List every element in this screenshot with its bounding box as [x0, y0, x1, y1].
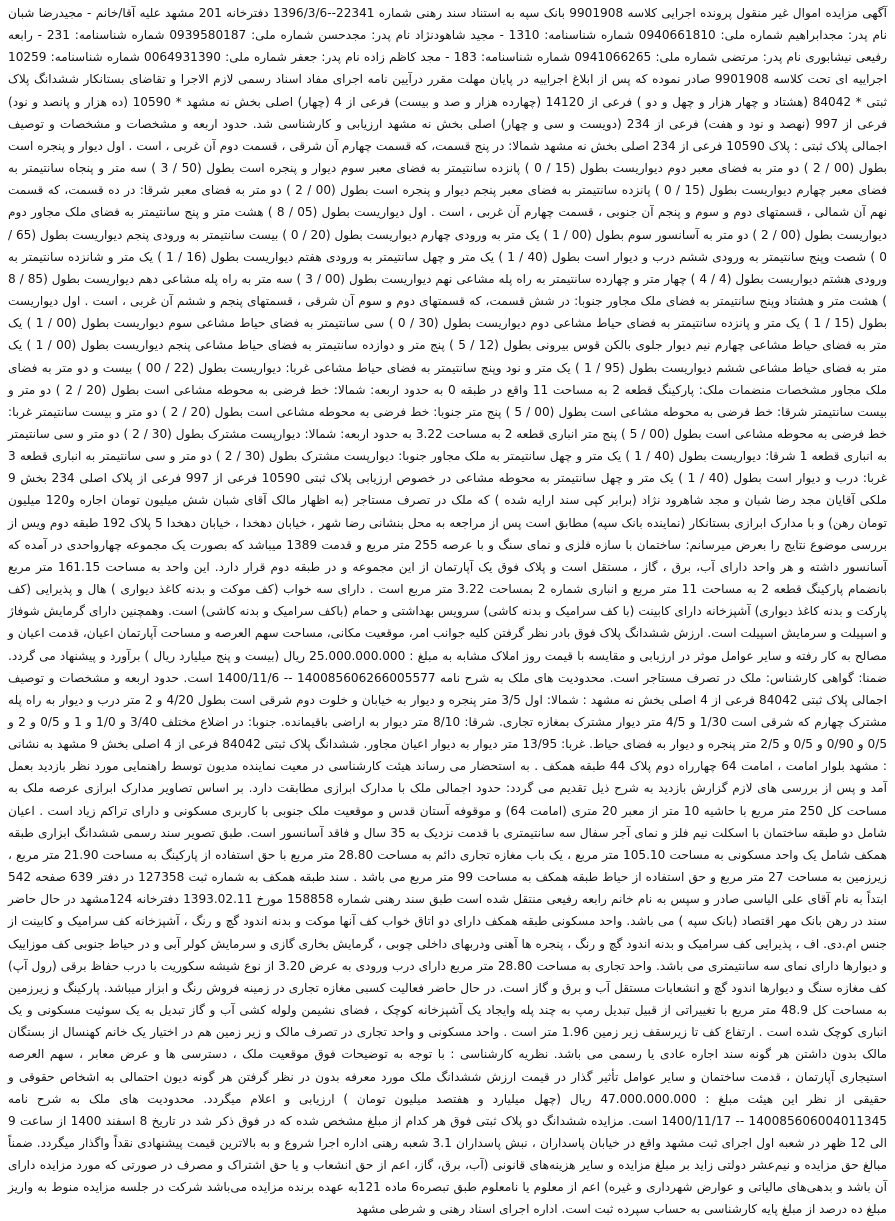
notice-body-text: آگهی مزایده اموال غیر منقول پرونده اجرایی کلاسه 9901908 بانک سپه به استناد سند رهنی شماره 22341--1396/3/6 دفترخانه 201 مشهد علیه آقا/خانم - مجیدرضا شبان نام پدر: مجدابراهیم شماره ملی: 0940661810 شماره شناسنامه: 1310 - مجید شاهودنژاد نام پدر: مجدحسن شماره ملی: 0939580187 شماره شناسنامه: 231 - رابعه رفیعی نیشابوری نام پدر: مرتضی شماره ملی: 0941066265 شماره شناسنامه: 183 - مجد کاظم زاده نام پدر: جعفر شماره ملی: 0064931390 شماره شناسنامه: 10259 اجراییه ای تحت کلاسه 9901908 صادر نموده که پس از ابلاغ اجراییه در پایان مهلت مقرر درآیین نامه اجرای مفاد اسناد رسمی لازم الاجرا و تقاضای بستانکار ششدانگ پلاک ثبتی * 84042 (هشتاد و چهار هزار و چهل و دو ) فرعی از 14120 (چهارده هزار و صد و بیست) فرعی از 4 (چهار) اصلی بخش نه مشهد * 10590 (ده هزار و پانصد و نود) فرعی از 997 (نهصد و نود و هفت) فرعی از 234 (دویست و سی و چهار) اصلی بخش نه مشهد ارزیابی و کارشناسی شد. حدود اربعه و مشخصات و مشخصات و توصیف اجمالی پلاک ثبتی : پلاک 10590 فرعی از 234 اصلی بخش نه مشهد شمالا: در پنج قسمت، که قسمت چهارم آن شرقی ، قسمت دوم آن غربی ، است . اول دیوار و پنجره است بطول (00 / 2 ) دو متر به فضای معبر دوم دیواریست بطول (15 / 0 ) پانزده سانتیمتر به فضای معبر سوم دیوار و پنجره است بطول (50 / 3 ) سه متر و پنجاه سانتیمتر به فضای معبر چهارم دیواریست بطول (15 / 0 ) پانزده سانتیمتر به فضای معبر پنجم دیوار و پنجره است بطول (00 / 2 ) دو متر به فضای معبر شرقا: در ده قسمت، که قسمت نهم آن شمالی ، قسمتهای دوم و سوم و پنجم آن جنوبی ، قسمت چهارم آن غربی ، است . اول دیواریست بطول (05 / 8 ) هشت متر و پنج سانتیمتر به فضای ملک مجاور دوم دیواریست بطول (00 / 2 ) دو متر به آسانسور سوم بطول (00 / 1 ) یک متر به ورودی چهارم دیواریست بطول (20 / 0 ) بیست سانتیمتر به ورودی پنجم دیواریست بطول (65 / 0 ) شصت وپنج سانتیمتر به ورودی ششم درب و دیوار است بطول (40 / 1 ) یک متر و چهل سانتیمتر به ورودی هفتم دیواریست بطول (16 / 1 ) یک متر و شانزده سانتیمتر به ورودی هشتم دیواریست بطول (4 / 4 ) چهار متر و چهارده سانتیمتر به راه پله مشاعی نهم دیواریست بطول (00 / 3 ) سه متر به راه پله مشاعی دهم دیواریست بطول (85 / 8 ) هشت متر و هشتاد وپنج سانتیمتر به فضای ملک مجاور جنوبا: در شش قسمت، که قسمتهای دوم و سوم آن شرقی ، قسمتهای پنجم و ششم آن غربی ، است . اول دیواریست بطول (15 / 1 ) یک متر و پانزده سانتیمتر به فضای حیاط مشاعی دوم دیواریست بطول (30 / 0 ) سی سانتیمتر به فضای حیاط مشاعی سوم دیواریست بطول (00 / 1 ) یک متر به فضای حیاط مشاعی چهارم نیم دیوار جلوی بالکن قوس بیرونی بطول (12 / 5 ) پنج متر و دوازده سانتیمتر به فضای حیاط مشاعی پنجم دیواریست بطول (00 / 1 ) یک متر به فضای حیاط مشاعی ششم دیواریست بطول (95 / 1 ) یک متر و نود وپنج سانتیمتر به فضای حیاط مشاعی غربا: دیواریست بطول (22 / 00 ) بیست و دو متر به فضای ملک مجاور مشخصات منضمات ملک: پارکینگ قطعه 2 به مساحت 11 واقع در طبقه 0 به حدود اربعه: شمالا: خط فرضی به محوطه مشاعی است بطول (20 / 2 ) دو متر و بیست سانتیمتر شرقا: خط فرضی به محوطه مشاعی است بطول (00 / 5 ) پنج متر جنوبا: خط فرضی به محوطه مشاعی است بطول (20 / 2 ) دو متر و بیست سانتیمتر غربا: خط فرضی به محوطه مشاعی است بطول (00 / 5 ) پنج متر انباری قطعه 2 به مساحت 3.22 به حدود اربعه: شمالا: دیوارپست مشترک بطول (30 / 2 ) دو متر و سی سانتیمتر به انباری قطعه 1 شرقا: دیواریست بطول (40 / 1 ) یک متر و چهل سانتیمتر به ملک مجاور جنوبا: دیوارپست مشترک بطول (30 / 2 ) دو متر و سی سانتیمتر به انباری قطعه 3 غربا: درب و دیوار است بطول (40 / 1 ) یک متر و چهل سانتیمتر به محوطه مشاعی در خصوص ارزیابی پلاک ثبتی 10590 فرعی از 997 فرعی از پلاک اصلی 234 بخش 9 ملکی آقایان مجد رضا شبان و مجد شاهرود نژاد (برابر کپی سند ارایه شده ) که ملک در تصرف مستاجر (به اظهار مالک آقای شبان شش میلیون تومان اجاره و120 میلیون تومان رهن) و با مدارک ابرازی بستانکار (نماینده بانک سپه) مطابق است پس از مراجعه به محل بنشانی رضا شهر ، خیابان دهخدا ، خیابان دهخدا 5 پلاک 192 طبقه دوم ویس از بررسی موضوع نتایج را بعرض میرسانم: ساختمان با سازه فلزی و نمای سنگ و با عرصه 255 متر مربع و قدمت 1389 میباشد که بصورت یک مجموعه چهارواحدی در آمده که آسانسور داشته و هر واحد دارای آب، برق ، گاز ، مستقل است و پلاک فوق یک آپارتمان از این مجموعه و در طبقه دوم قرار دارد. این واحد به مساحت 161.15 متر مربع بانضمام پارکینگ قطعه 2 به مساحت 11 متر مربع و انباری شماره 2 بمساحت 3.22 متر مربع است . دارای سه خواب (کف موکت و بدنه کاغذ دیواری ) هال و پذیرایی (کف پارکت و بدنه کاغذ دیواری) آشپزخانه دارای کابینت (با کف سرامیک و بدنه کاشی) سرویس بهداشتی و حمام (باکف سرامیک و بدنه کاشی) است. وهمچنین دارای گرمایش شوفاژ و اسپیلت و سرمایش اسپیلت است. ارزش ششدانگ پلاک فوق بادر نظر گرفتن کلیه جوانب امر، موقعیت مکانی، مساحت سهم العرصه و مساحت آپارتمان اعیان، قدمت اعیان و مصالح به کار رفته و سایر عوامل موثر در ارزیابی و مقایسه با قیمت روز املاک مشابه به مبلغ : 25.000.000.000 ریال (بیست و پنج میلیارد ریال ) برآورد و پیشنهاد می گردد. ضمنا: گواهی کارشناس: ملک در تصرف مستاجر است. محدودیت های ملک به شرح نامه 140085606266005577 -- 1400/11/6 است. حدود اربعه و مشخصات و توصیف اجمالی پلاک ثبتی 84042 فرعی از 4 اصلی بخش نه مشهد : شمالا: اول 3/5 متر پنجره و دیوار به خیابان و خلوت دوم شرقی است بطول 4/20 و 2 متر درب و دیوار به راه پله مشترک چهارم که شرقی است 1/30 و 4/5 متر دیوار مشترک بمغازه تجاری. شرقا: 8/10 متر دیوار به اراضی باقیمانده. جنوبا: در اضلاع مختلف 3/40 و 1/0 و 1 و 0/5 و 2 و 0/5 و 0/90 و 0/5 و 2/5 متر پنجره و دیوار به فضای حیاط. غربا: 13/95 متر دیوار به دیوار اعیان مجاور. ششدانگ پلاک ثبتی 84042 فرعی از 4 اصلی بخش 9 مشهد به نشانی : مشهد بلوار امامت ، امامت 64 چهارراه دوم پلاک 44 طبقه همکف . به استحضار می رساند هیئت کارشناسی در معیت نماینده مدیون توسط راهنمایی مورد نظر بازدید بعمل آمد و پس از بررسی های لازم گزارش بازدید به شرح ذیل تقدیم می گردد: حدود اجمالی ملک با مدارک ابرازی مطابقت دارد. بر اساس تصاویر مدارک ابرازی عرصه ملک به مساحت کل 250 متر مربع با حاشیه 10 متر از معبر 20 متری (امامت 64) و موقوفه آستان قدس و موقعیت ملک جنوبی با کاربری مسکونی و دارای تراکم زیاد است . اعیان شامل دو طبقه ساختمان با اسکلت نیم فلز و نمای آجر سفال سه سانتیمتری با قدمت نزدیک به 35 سال و فاقد آسانسور است. طبق تصویر سند رسمی ششدانگ ابزاری طبقه همکف شامل یک واحد مسکونی به مساحت 105.10 متر مربع ، یک باب مغازه تجاری دائم به مساحت 28.80 متر مربع با حق استفاده از پارکینگ به مساحت 21.90 متر مربع ، زیرزمین به مساحت 27 متر مربع و حق استفاده از حیاط طبقه همکف به مساحت 99 متر مربع می باشد . سند طبقه همکف به شماره ثبت 127358 در دفتر 639 صفحه 542 ابتداً به نام آقای علی الیاسی صادر و سپس به نام خانم رابعه رفیعی منتقل شده است طبق سند رهنی شماره 158858 مورخ 1393.02.11 دفترخانه 124مشهد در حال حاضر سند در رهن بانک مهر اقتصاد (بانک سپه ) می باشد. واحد مسکونی طبقه همکف دارای دو اتاق خواب کف آنها موکت و بدنه اندود گچ و رنگ ، آشپزخانه کف سرامیک و کابینت از جنس ام.دی. اف ، پذیرایی کف سرامیک و بدنه اندود گچ و رنگ ، پنجره ها آهنی ودربهای داخلی چوبی ، گرمایش بخاری گازی و سرمایش کولر آبی و در حیاط جنوبی کف موزاییک و دیوارها دارای نمای سه سانتیمتری می باشد. واحد تجاری به مساحت 28.80 متر مربع دارای درب ورودی به عرض 3.20 از نوع شیشه سکوریت با درب حفاظ برقی (رول آپ) کف مغازه سنگ و دیوارها اندود گچ و انشعابات مستقل آب و برق و گاز است. در حال حاضر فعالیت کسبی مغازه تجاری در زمینه فروش رنگ و ابزار میباشد. پارکینگ و زیرزمین به مساحت کل 48.9 متر مربع با تغییراتی از قبیل تبدیل رمپ به چند پله وایجاد یک آشپزخانه کوچک ، فضای نشیمن ولوله کشی آب و گاز تبدیل به یک سوئیت مسکونی و یک انباری کوچک شده است . ارتفاع کف تا زیرسقف زیر زمین 1.96 متر است . واحد مسکونی و واحد تجاری در تصرف مالک و زیر زمین هم در اختیار یک خانم کهنسال از بستگان مالک بدون داشتن هر گونه سند اجاره عادی یا رسمی می باشد. نظریه کارشناسی : با توجه به توضیحات فوق موقعیت ملک ، دسترسی ها و عرض معابر ، سهم العرصه استیجاری آپارتمان ، قدمت ساختمان و سایر عوامل تأثیر گذار در قیمت ارزش ششدانگ ملک مورد معرفه بدون در نظر گرفتن هر گونه دیون احتمالی به اشخاص حقوقی و حقیقی از نظر این هیئت مبلغ : 47.000.000.000 ریال (چهل میلیارد و هفتصد میلیون تومان ) ارزیابی و اعلام میگردد. محدودیت های ملک به شرح نامه 140085606004011345 -- 1400/11/17 است. مزایده ششدانگ دو پلاک ثبتی فوق هر کدام از مبلغ مشخص شده که در فوق ذکر شد در تاریخ 8 اسفند 1400 از ساعت 9 الی 12 ظهر در شعبه اول اجرای ثبت مشهد واقع در خیابان پاسداران ، نبش پاسداران 3.1 شعبه رهنی اداره اجرا شروع و به بالاترین قیمت پیشنهادی نقداً واگذار میگردد. ضمناً مبالغ حق مزایده و نیم‌عشر دولتی زاید بر مبلغ مزایده و سایر هزینه‌های قانونی (آب، برق، گاز، اعم از حق انشعاب و یا حق اشتراک و مصرف در صورتی که مورد مزایده دارای آن باشد و بدهی‌های مالیاتی و عوارض شهرداری و غیره) اعم از معلوم یا نامعلوم طبق تبصره6 ماده 121به عهده برنده مزایده می‌باشد شرکت در جلسه مزایده منوط به واریز مبلغ ده درصد از مبلغ پایه کارشناسی به حساب سپرده ثبت است. اداره اجرای اسناد رهنی و شرطی مشهد — [8, 6, 888, 1217]
